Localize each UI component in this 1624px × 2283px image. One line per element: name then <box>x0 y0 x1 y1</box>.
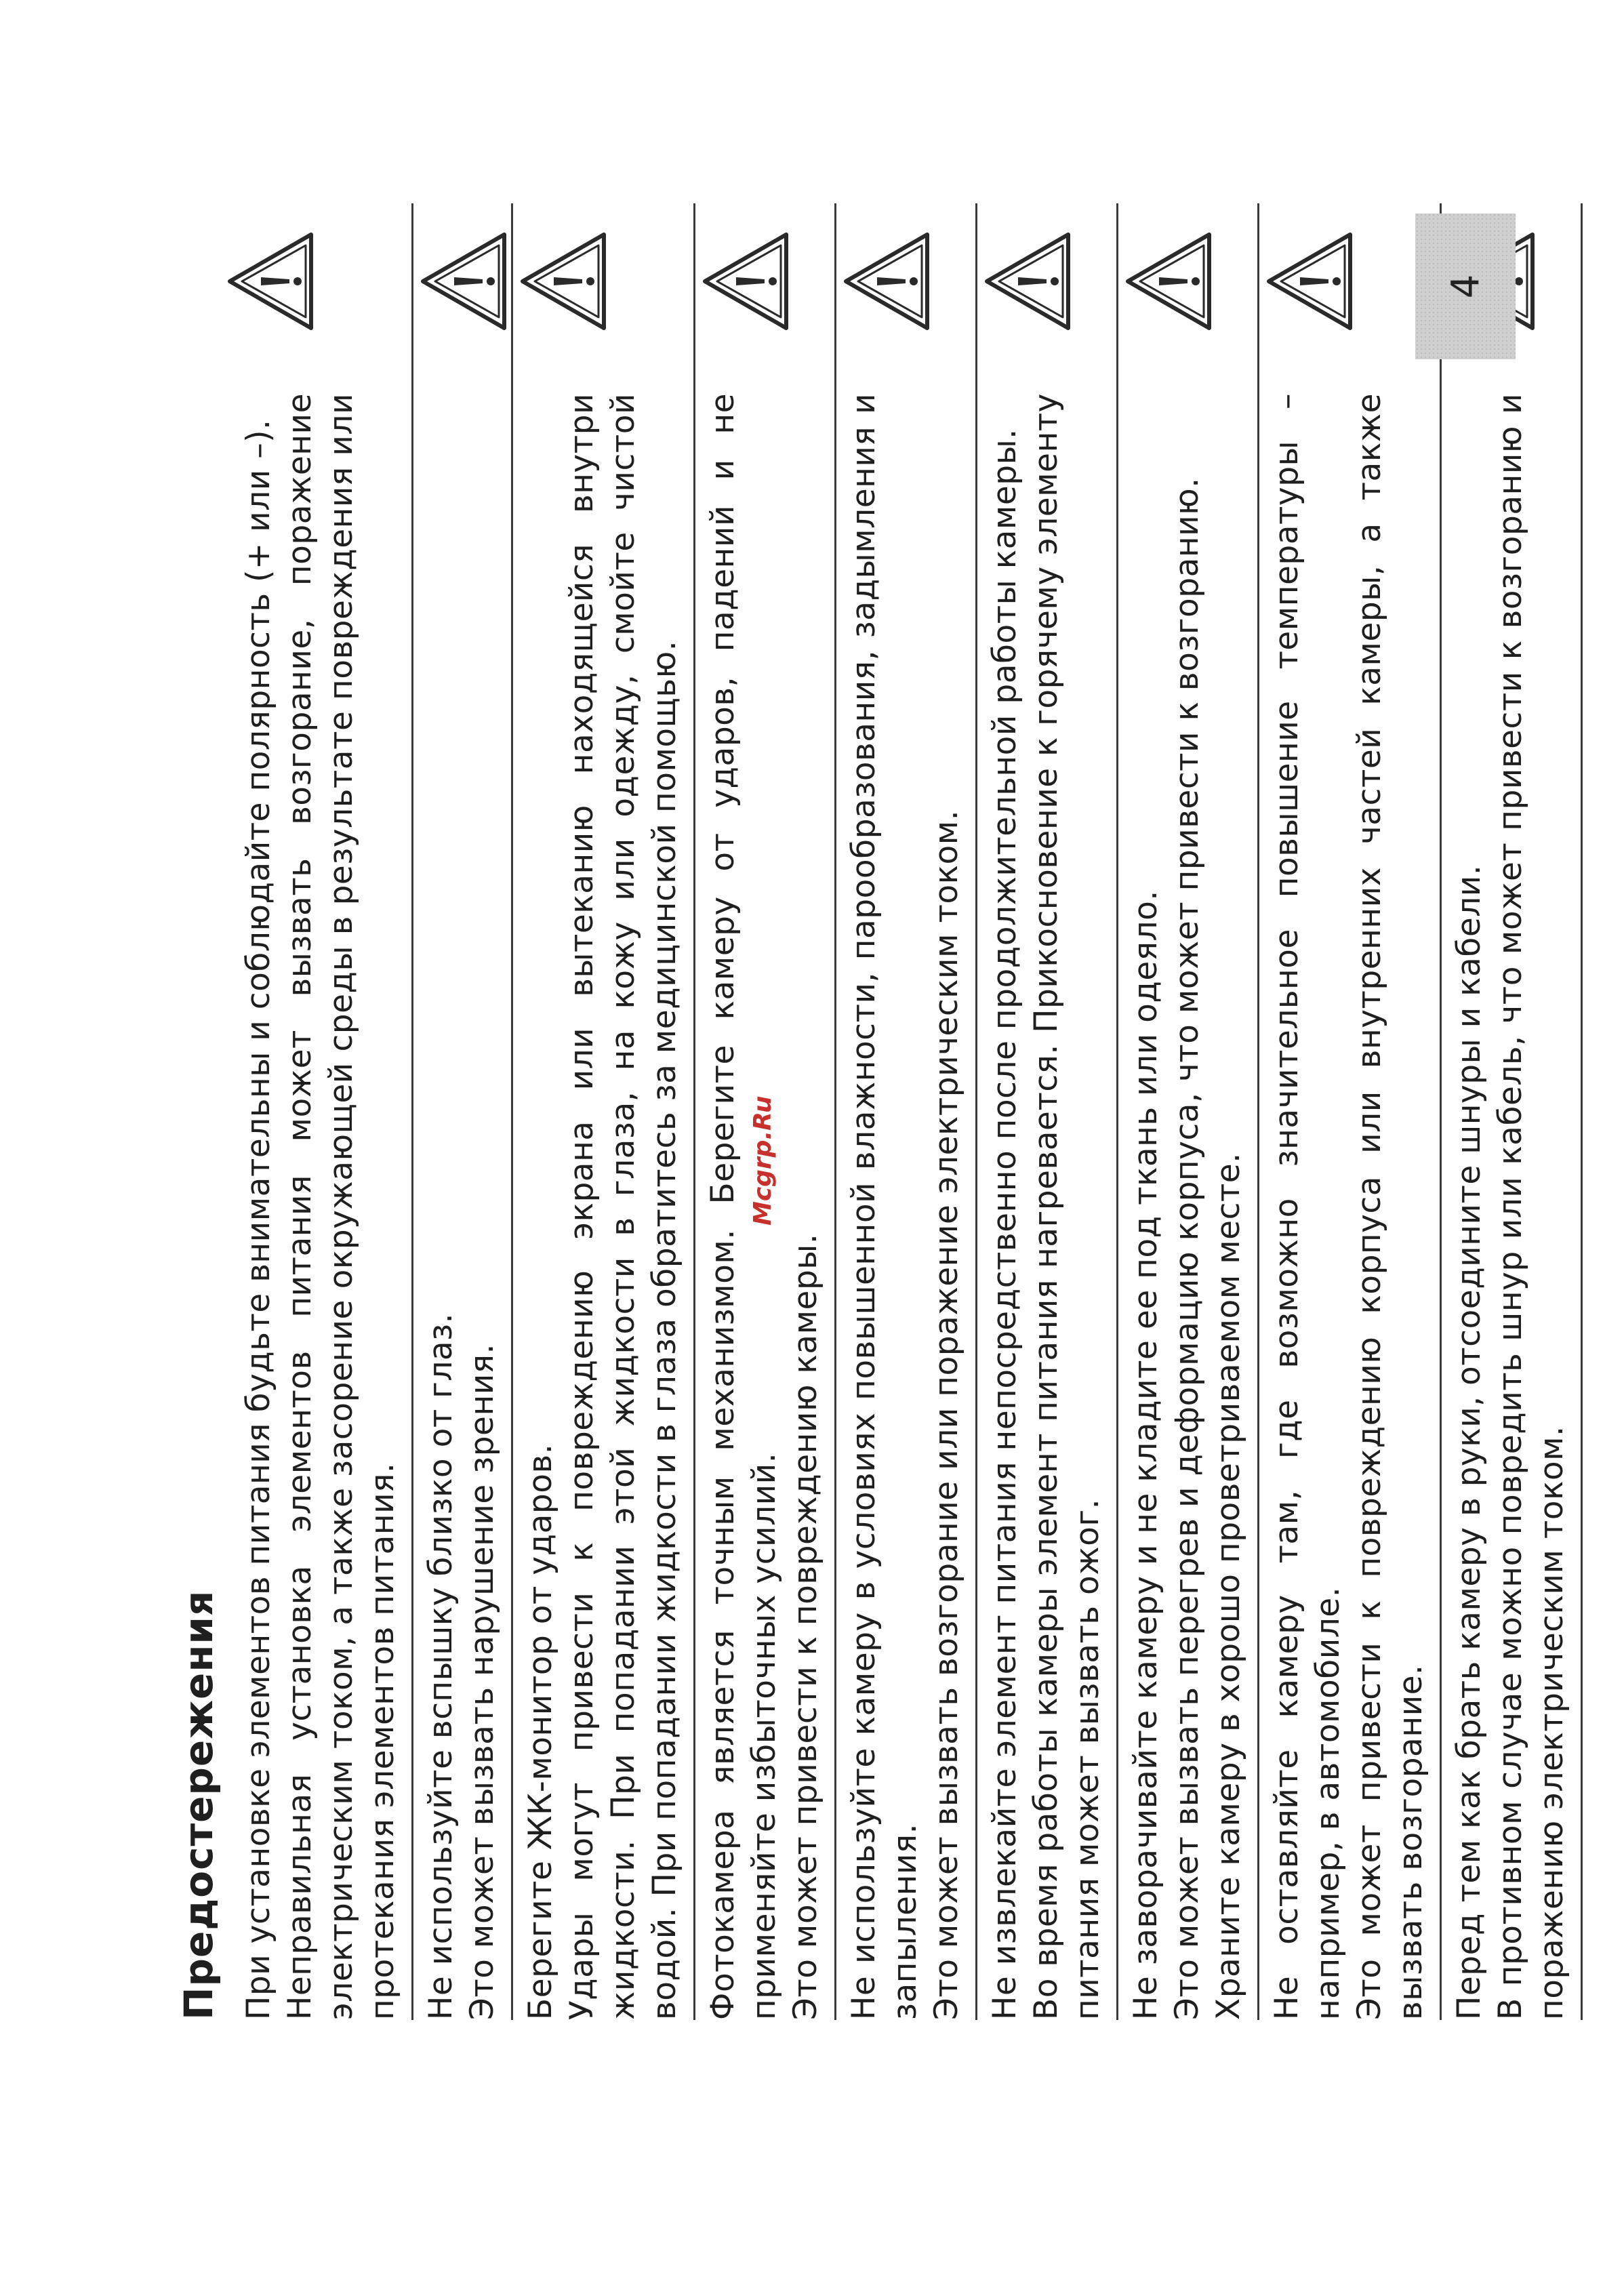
warning-triangle-icon <box>842 230 931 332</box>
warning-triangle-icon <box>419 230 508 332</box>
warning-triangle-icon <box>983 230 1072 332</box>
warning-section-3 <box>513 203 695 2020</box>
warning-text: Это может привести к повреждению корпуса или внутренних частей камеры, а также вызвать возгорание. <box>1351 393 1429 2020</box>
warning-section-1 <box>238 203 413 2020</box>
watermark: Mcgrp.Ru <box>749 1095 777 1226</box>
warning-text: Фотокамера является точным механизмом. Берегите камеру от ударов, падений и не применяйте избыточных усилий. <box>704 393 783 2020</box>
warning-text: Это может вызвать нарушение зрения. <box>464 1343 501 2020</box>
warning-text: Не извлекайте элемент питания непосредственно после продолжительной работы камеры. <box>986 428 1023 2020</box>
page-number-box <box>1415 214 1516 359</box>
warning-text: Не заворачивайте камеру и не кладите ее под ткань или одеяло. <box>1127 890 1164 2020</box>
warning-text: Не используйте камеру в условиях повышенной влажности, парообразования, задымления и запыления. <box>845 393 924 2020</box>
warnings-list <box>238 203 1583 2020</box>
warning-text: Не используйте вспышку близко от глаз. <box>422 1312 460 2020</box>
warning-triangle-icon <box>519 230 608 332</box>
warning-text: Не оставляйте камеру там, где возможно значительное повышение температуры – например, в автомобиле. <box>1268 393 1347 2020</box>
warning-triangle-icon <box>1124 230 1213 332</box>
warning-triangle-icon <box>1265 230 1354 332</box>
page-number: 4 <box>1443 274 1488 299</box>
warning-section-9 <box>1442 203 1583 2020</box>
warning-text: Удары могут привести к повреждению экрана или вытеканию находящейся внутри жидкости. При попадании этой жидкости в глаза, на кожу или одежду, смойте чистой водой. При попадании жидкости в глаза обратитесь за медицинской помощью. <box>563 393 683 2020</box>
warning-text: Это может привести к повреждению камеры. <box>787 1233 824 2020</box>
warning-section-8 <box>1259 203 1442 2020</box>
warning-text: В противном случае можно повредить шнур или кабель, что может привести к возгоранию и поражению электрическим током. <box>1492 393 1570 2020</box>
warning-triangle-icon <box>701 230 790 332</box>
warning-text: Это может вызвать возгорание или поражение электрическим током. <box>928 809 965 2020</box>
warning-section-2 <box>413 203 513 2020</box>
warning-text: Во время работы камеры элемент питания нагревается. Прикосновение к горячему элементу питания может вызвать ожог. <box>1028 393 1106 2020</box>
page-title: Предостережения <box>176 1590 222 2020</box>
warning-text: Берегите ЖК-монитор от ударов. <box>522 1443 559 2020</box>
warning-text: Перед тем как брать камеру в руки, отсоедините шнуры и кабели. <box>1450 864 1488 2020</box>
warning-triangle-icon <box>226 230 315 332</box>
warning-text: Храните камеру в хорошо проветриваемом месте. <box>1210 1152 1247 2020</box>
warning-section-7 <box>1118 203 1259 2020</box>
warnings-content <box>173 203 1583 2020</box>
warning-text: Неправильная установка элементов питания может вызвать возгорание, поражение электрическим током, а также засорение окружающей среды в результате повреждения или протекания элементов питания. <box>281 393 401 2020</box>
warning-section-6 <box>977 203 1118 2020</box>
warning-text: Это может вызвать перегрев и деформацию корпуса, что может привести к возгоранию. <box>1169 477 1206 2020</box>
warning-text: При установке элементов питания будьте внимательны и соблюдайте полярность (+ или –). <box>240 419 277 2020</box>
warning-section-5 <box>836 203 977 2020</box>
